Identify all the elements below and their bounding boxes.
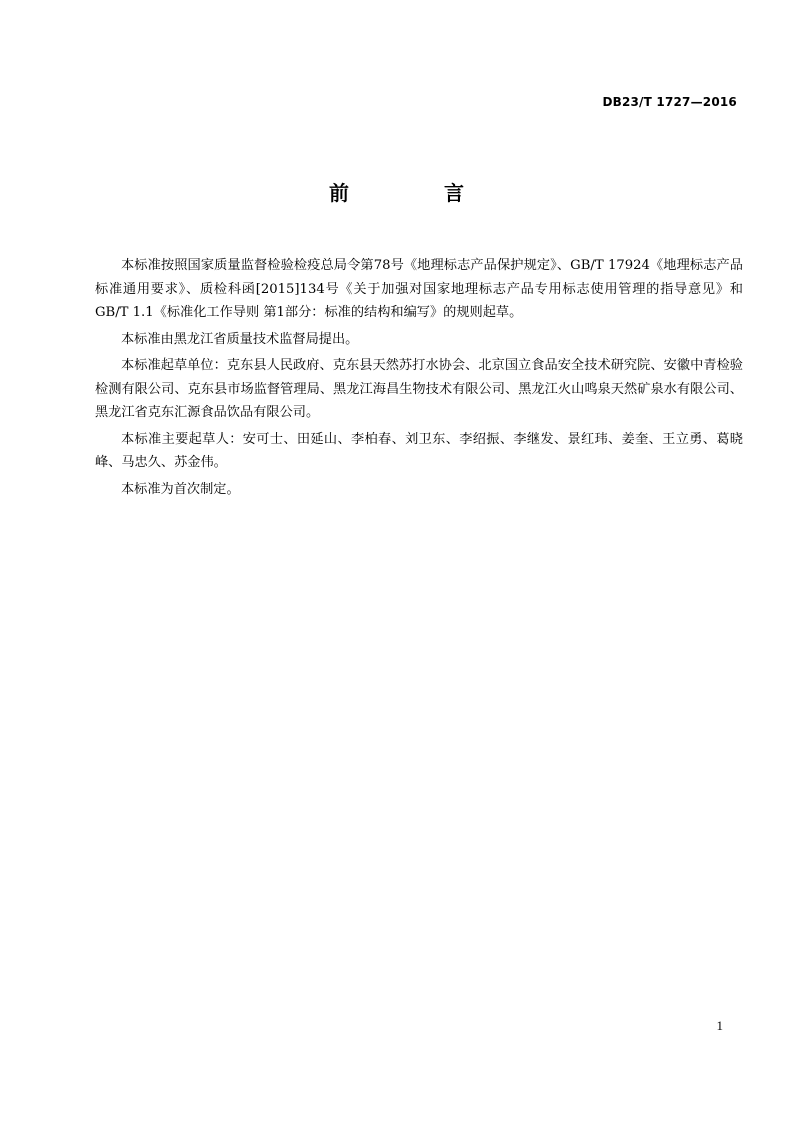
paragraph-first-edition: 本标准为首次制定。 (121, 481, 240, 497)
document-code: DB23/T 1727—2016 (602, 95, 737, 109)
paragraph-drafting-units: 本标准起草单位：克东县人民政府、克东县天然苏打水协会、北京国立食品安全技术研究院、安徽中青检验检测有限公司、克东县市场监督管理局、黑龙江海昌生物技术有限公司、黑龙江火山鸣泉天然矿泉水有限公司、黑龙江省克东汇源食品饮品有限公司。 (95, 358, 743, 420)
page-title: 前 言 (329, 181, 508, 205)
paragraph-proposer: 本标准由黑龙江省质量技术监督局提出。 (121, 331, 359, 347)
paragraph-drafting-rules: 本标准按照国家质量监督检验检疫总局令第78号《地理标志产品保护规定》、GB/T 17924《地理标志产品标准通用要求》、质检科函[2015]134号《关于加强对国家地理标志产品专用标志使用管理的指导意见》和 GB/T 1.1《标准化工作导则 第1部分：标准的结构和编写》的规则起草。 (95, 258, 743, 320)
foreword-body (95, 254, 743, 501)
page-number: 1 (716, 1018, 723, 1033)
paragraph-drafters: 本标准主要起草人：安可士、田延山、李柏春、刘卫东、李绍振、李继发、景红玮、姜奎、王立勇、葛晓峰、马忠久、苏金伟。 (95, 431, 743, 470)
